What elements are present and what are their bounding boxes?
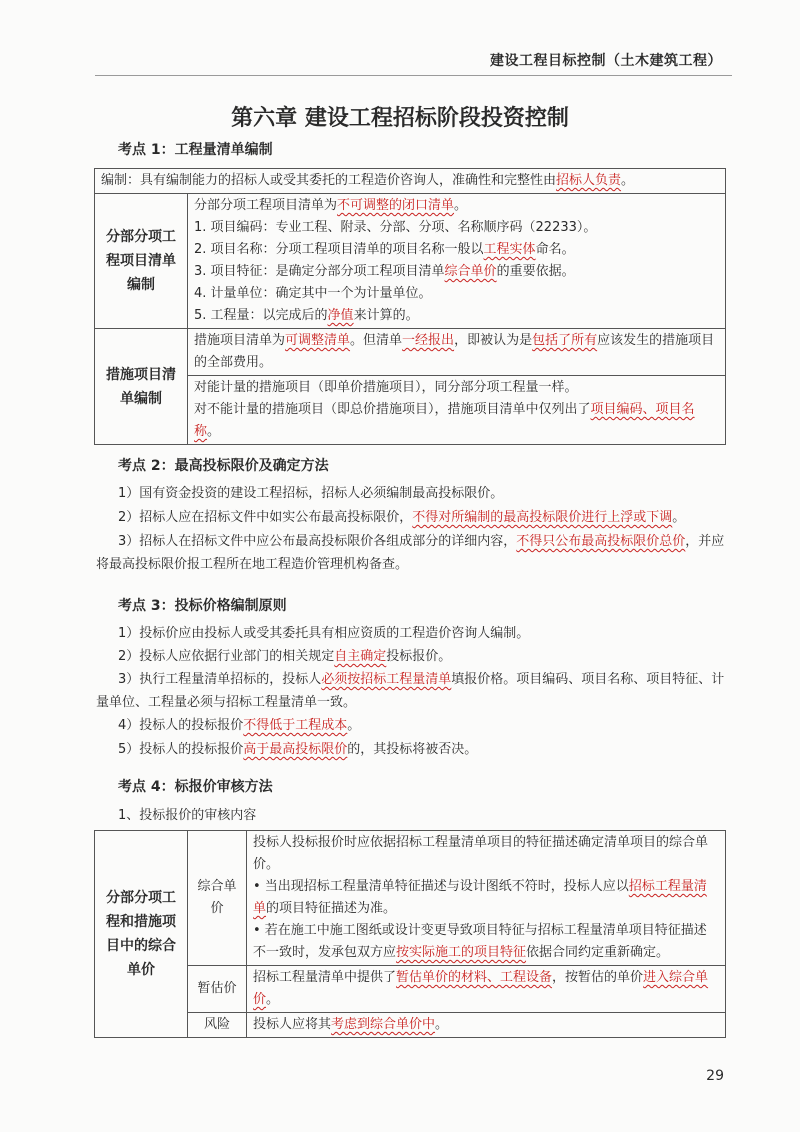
cuoshi-content-1: 措施项目清单为可调整清单。但清单一经报出，即被认为是包括了所有应该发生的措施项目的全部费用。 xyxy=(188,329,726,376)
page-number: 29 xyxy=(706,1068,724,1084)
sec2-para-2: 2）招标人应在招标文件中如实公布最高投标限价，不得对所编制的最高投标限价进行上浮或下调。 xyxy=(118,510,686,525)
sec3-para-4: 4）投标人的投标报价不得低于工程成本。 xyxy=(118,718,361,733)
sub-label-zangujia: 暂估价 xyxy=(188,966,247,1013)
sec2-para-1: 1）国有资金投资的建设工程招标，招标人必须编制最高投标限价。 xyxy=(118,486,504,501)
section-4-title: 考点 4：标报价审核方法 xyxy=(118,779,273,795)
compile-row: 编制：具有编制能力的招标人或受其委托的工程造价咨询人，准确性和完整性由招标人负责。 xyxy=(95,169,726,194)
sec3-para-2: 2）投标人应依据行业部门的相关规定自主确定投标报价。 xyxy=(118,649,452,664)
sub-label-zonghe-danjia: 综合单价 xyxy=(188,831,247,966)
sec4-intro: 1、投标报价的审核内容 xyxy=(118,808,257,823)
chapter-title: 第六章 建设工程招标阶段投资控制 xyxy=(231,105,569,131)
sec3-para-1: 1）投标价应由投标人或受其委托具有相应资质的工程造价咨询人编制。 xyxy=(118,626,530,641)
section-1-table xyxy=(94,168,726,445)
sec3-para-3: 3）执行工程量清单招标的，投标人必须按招标工程量清单填报价格。项目编码、项目名称、项目特征、计量单位、工程量必须与招标工程量清单一致。 xyxy=(96,672,725,710)
cuoshi-content-2: 对能计量的措施项目（即单价措施项目），同分部分项工程量一样。 对不能计量的措施项目（即总价措施项目），措施项目清单中仅列出了项目编码、项目名称。 xyxy=(188,376,726,445)
section-1-title: 考点 1：工程量清单编制 xyxy=(118,142,273,158)
fengxian-content: 投标人应将其考虑到综合单价中。 xyxy=(247,1013,726,1038)
row-label-cuoshi: 措施项目清单编制 xyxy=(95,329,188,445)
zangujia-content: 招标工程量清单中提供了暂估单价的材料、工程设备，按暂估的单价进入综合单价。 xyxy=(247,966,726,1013)
header-rule xyxy=(95,75,732,76)
running-header: 建设工程目标控制（土木建筑工程） xyxy=(490,53,722,69)
section-2-title: 考点 2：最高投标限价及确定方法 xyxy=(118,458,329,474)
fenbu-content: 分部分项工程项目清单为不可调整的闭口清单。 1. 项目编码：专业工程、附录、分部、分项、名称顺序码（22233）。 2. 项目名称：分项工程项目清单的项目名称一般以工程实体命名。 3. 项目特征：是确定分部分项工程项目清单综合单价的重要依据。 4. 计量单位：确定其中一个为计量单位。 5. 工程量：以完成后的净值来计算的。 xyxy=(188,194,726,329)
sec3-para-5: 5）投标人的投标报价高于最高投标限价的，其投标将被否决。 xyxy=(118,742,478,757)
sec2-para-3: 3）招标人在招标文件中应公布最高投标限价各组成部分的详细内容，不得只公布最高投标限价总价，并应将最高投标限价报工程所在地工程造价管理机构备查。 xyxy=(96,534,725,572)
section-3-title: 考点 3：投标价格编制原则 xyxy=(118,598,287,614)
sub-label-fengxian: 风险 xyxy=(188,1013,247,1038)
zonghe-danjia-content: 投标人投标报价时应依据招标工程量清单项目的特征描述确定清单项目的综合单价。 • 当出现招标工程量清单特征描述与设计图纸不符时，投标人应以招标工程量清单的项目特征描述为准。 • 若在施工中施工图纸或设计变更导致项目特征与招标工程量清单项目特征描述不一致时，发承包双方应按实际施工的项目特征依据合同约定重新确定。 xyxy=(247,831,726,966)
row-label-zonghe: 分部分项工程和措施项目中的综合单价 xyxy=(95,831,188,1038)
section-4-table xyxy=(94,830,726,1038)
row-label-fenbu: 分部分项工程项目清单编制 xyxy=(95,194,188,329)
